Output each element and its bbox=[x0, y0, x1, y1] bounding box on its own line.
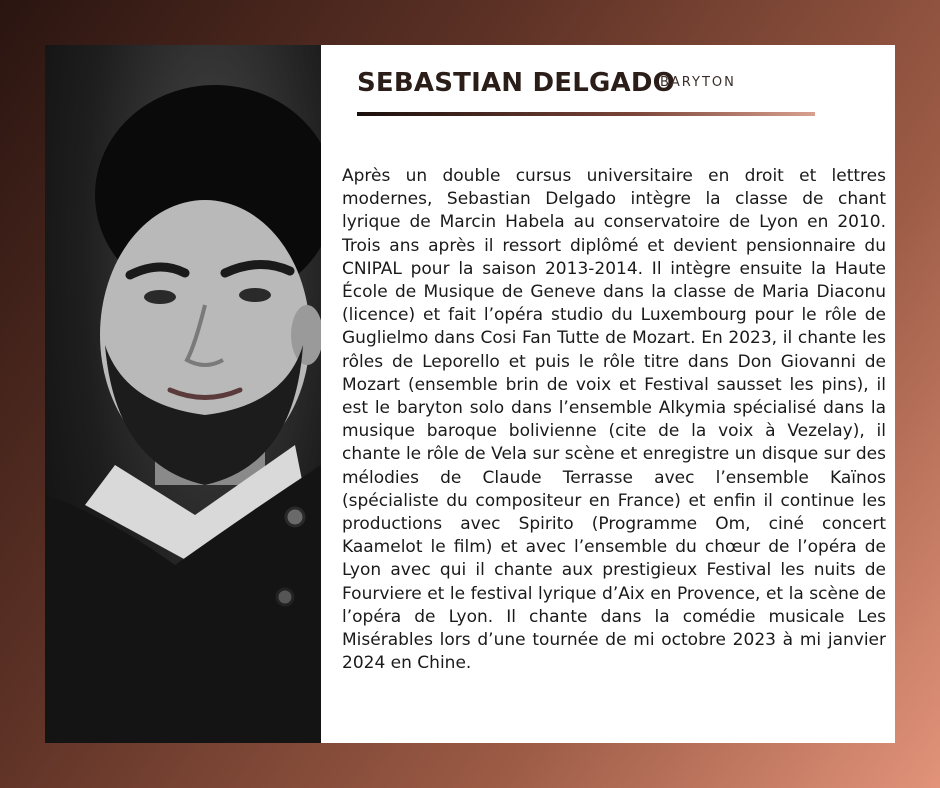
portrait-illustration bbox=[45, 45, 321, 743]
artist-name: SEBASTIAN DELGADO bbox=[357, 68, 675, 98]
title-divider bbox=[357, 112, 815, 116]
artist-role: BARYTON bbox=[660, 75, 736, 90]
biography-text: Après un double cursus universitaire en droit et lettres modernes, Sebastian Delgado intègre la classe de chant lyrique de Marcin Habela au conservatoire de Lyon en 2010. Trois ans après il ressort diplômé et devient pensionnaire du CNIPAL pour la saison 2013-2014. Il intègre ensuite la Haute École de Musique de Geneve dans la classe de Maria Diaconu (licence) et fait l’opéra studio du Luxembourg pour le rôle de Guglielmo dans Cosi Fan Tutte de Mozart. En 2023, il chante les rôles de Leporello et puis le rôle titre dans Don Giovanni de Mozart (ensemble brin de voix et Festival sausset les pins), il est le baryton solo dans l’ensemble Alkymia spécialisé dans la musique baroque bolivienne (cite de la voix à Vezelay), il chante le rôle de Vela sur scène et enregistre un disque sur des mélodies de Claude Terrasse avec l’ensemble Kaïnos (spécialiste du compositeur en France) et enfin il continue les productions avec Spirito (Programme Om, ciné concert Kaamelot le film) et avec l’ensemble du chœur de l’opéra de Lyon avec qui il chante aux prestigieux Festival les nuits de Fourviere et le festival lyrique d’Aix en Provence, et la scène de l’opéra de Lyon. Il chante dans la comédie musicale Les Misérables lors d’une tournée de mi octobre 2023 à mi janvier 2024 en Chine. bbox=[342, 166, 886, 674]
portrait-photo bbox=[45, 45, 321, 743]
profile-card bbox=[45, 45, 895, 743]
